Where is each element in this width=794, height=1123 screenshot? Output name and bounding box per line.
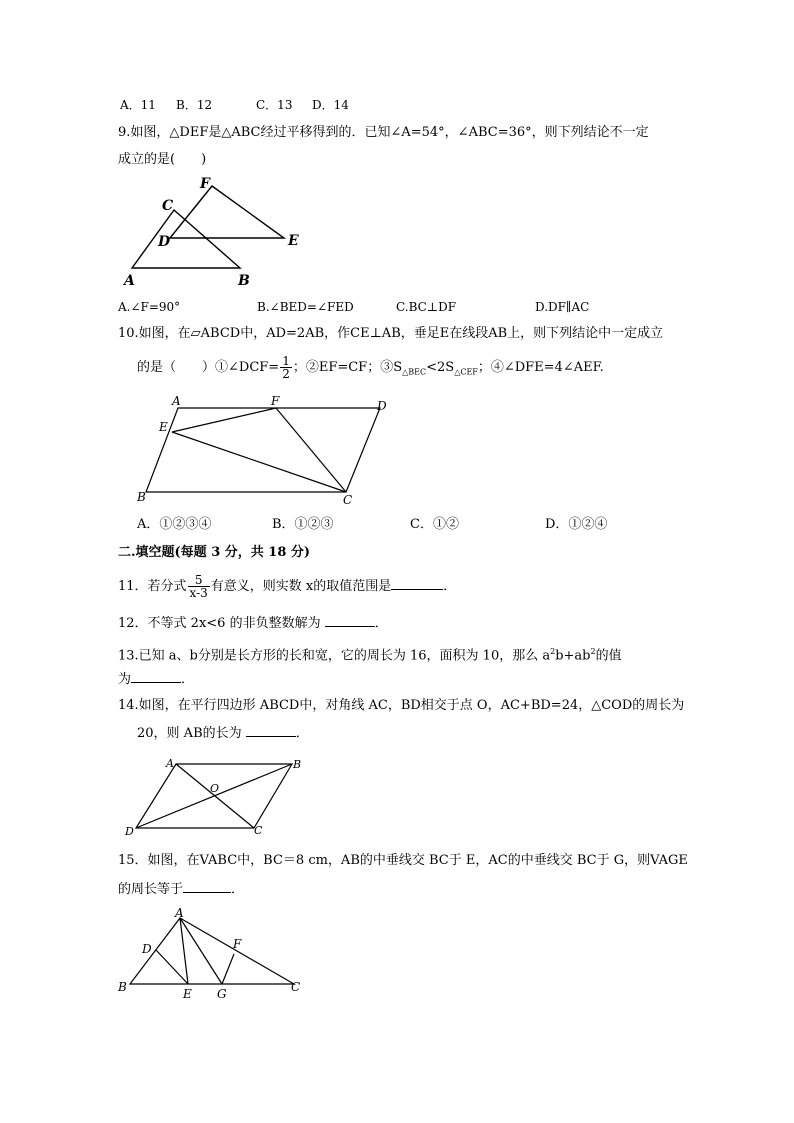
q10-figure <box>134 392 394 508</box>
q10-stem-suffix-b: <2S <box>426 360 455 375</box>
q10-frac-den: 2 <box>282 367 290 381</box>
q9-stem-line1: 9.如图，△DEF是△ABC经过平移得到的．已知∠A=54°，∠ABC=36°，则下列结论不一定 <box>118 125 649 140</box>
q11-suffix: 有意义，则实数 x的取值范围是 <box>210 579 392 594</box>
q14-label-o: O <box>210 782 220 795</box>
q10-stem-line2 <box>137 355 604 382</box>
q13-sup1: 2 <box>550 647 556 656</box>
q11-prefix: 11．若分式 <box>118 579 187 594</box>
q11-frac-den: x-3 <box>189 586 208 600</box>
q11-stem <box>118 574 456 599</box>
q15-label-d: D <box>142 942 152 956</box>
q10-stem-prefix: 的是（ ）①∠DCF= <box>137 360 280 375</box>
q12-text: 12．不等式 2x<6 的非负整数解为 <box>118 616 321 631</box>
q14-label-d: D <box>125 825 134 838</box>
q10-option-c: C．①② <box>410 517 459 532</box>
q10-label-a: A <box>172 394 181 408</box>
q15-stem-line2 <box>118 880 244 899</box>
q10-stem-suffix-c: ；④∠DFE=4∠AEF. <box>477 360 604 375</box>
q14-stem-line1: 14.如图，在平行四边形 ABCD中，对角线 AC，BD相交于点 O，AC+BD=24，△COD的周长为 <box>118 698 685 713</box>
q13-line1-suffix: 的值 <box>595 648 622 664</box>
q9-option-c: C.BC⊥DF <box>396 300 457 314</box>
q9-label-b: B <box>238 273 250 289</box>
q10-stem-suffix-a: ；②EF=CF；③S <box>292 360 403 375</box>
q14-stem-line2 <box>137 724 309 743</box>
q15-line2-prefix: 的周长等于 <box>118 882 184 897</box>
q10-label-f: F <box>271 394 280 408</box>
q11-end: ． <box>443 579 457 594</box>
q11-answer-blank[interactable] <box>391 577 443 590</box>
q8-option-c: C．13 <box>256 98 293 112</box>
q10-sub-bec: △BEC <box>402 367 427 377</box>
q14-answer-blank[interactable] <box>246 724 296 737</box>
q10-option-a: A．①②③④ <box>137 517 212 532</box>
q9-option-a: A.∠F=90° <box>118 300 181 314</box>
q15-label-e: E <box>183 987 192 1001</box>
q8-option-d: D．14 <box>312 98 349 112</box>
q13-answer-blank[interactable] <box>131 670 181 683</box>
q9-stem-line2: 成立的是( ) <box>118 152 207 167</box>
q9-label-e: E <box>288 233 299 249</box>
q9-option-b: B.∠BED=∠FED <box>257 300 354 314</box>
q14-diagonal-bd <box>136 764 292 828</box>
q10-sub-cef: △CEF <box>454 367 478 377</box>
q9-label-c: C <box>162 198 174 214</box>
q13-line2-prefix: 为 <box>118 672 132 687</box>
q15-triangle-abc <box>130 918 294 984</box>
q10-frac-num: 1 <box>282 354 290 368</box>
q10-fraction <box>280 355 292 380</box>
q11-fraction <box>188 574 210 599</box>
q13-stem-line2 <box>118 670 194 689</box>
section2-title: 二.填空题(每题 3 分，共 18 分) <box>118 545 311 560</box>
q14-line2-prefix: 20，则 AB的长为 <box>137 726 242 741</box>
q10-segment-ec <box>172 432 346 492</box>
q10-label-b: B <box>137 490 146 504</box>
q15-figure <box>114 904 310 1002</box>
q9-label-a: A <box>124 273 135 289</box>
q14-label-c: C <box>254 824 263 837</box>
q10-stem-line1: 10.如图，在▱ABCD中，AD=2AB，作CE⊥AB，垂足E在线段AB上，则下列结论中一定成立 <box>118 326 664 341</box>
q15-label-g: G <box>217 987 227 1001</box>
q10-segment-ef <box>172 408 276 432</box>
q15-segment-fg <box>222 954 234 984</box>
q9-option-d: D.DF∥AC <box>535 300 590 314</box>
q15-label-b: B <box>118 980 127 994</box>
q15-answer-blank[interactable] <box>183 880 231 893</box>
q13-sup2: 2 <box>590 647 596 656</box>
q10-parallelogram <box>146 408 380 492</box>
q11-frac-num: 5 <box>188 574 210 587</box>
q8-option-b: B．12 <box>176 98 213 112</box>
q9-label-f: F <box>200 176 210 192</box>
q10-option-d: D．①②④ <box>545 517 608 532</box>
q10-label-c: C <box>343 493 353 507</box>
q10-option-b: B．①②③ <box>272 517 334 532</box>
q15-label-a: A <box>175 906 184 920</box>
q15-segment-de <box>156 950 188 984</box>
q15-label-c: C <box>291 980 301 994</box>
q9-figure <box>118 172 318 292</box>
q9-triangle-def <box>170 186 284 238</box>
q15-end: ． <box>231 882 245 897</box>
q12-end: ． <box>374 616 388 631</box>
q14-label-b: B <box>293 758 302 771</box>
q13-line1-prefix: 13.已知 a、b分别是长方形的长和宽，它的周长为 16，面积为 10，那么 a <box>118 648 551 664</box>
q8-option-a: A．11 <box>120 98 156 112</box>
q13-end: ． <box>181 672 195 687</box>
q15-stem-line1: 15．如图，在VABC中，BC＝8 cm，AB的中垂线交 BC于 E，AC的中垂线交 BC于 G，则VAGE <box>118 853 688 868</box>
q10-label-e: E <box>159 420 168 434</box>
q13-stem-line1 <box>118 643 622 665</box>
q14-label-a: A <box>166 757 174 770</box>
q14-figure <box>120 756 310 840</box>
q10-label-d: D <box>377 399 387 413</box>
q12-answer-blank[interactable] <box>325 614 375 627</box>
q12-stem <box>118 614 388 633</box>
q14-end: ． <box>295 726 309 741</box>
q13-mid: b+ab <box>555 648 591 664</box>
q9-label-d: D <box>158 234 171 250</box>
q15-label-f: F <box>233 937 242 951</box>
